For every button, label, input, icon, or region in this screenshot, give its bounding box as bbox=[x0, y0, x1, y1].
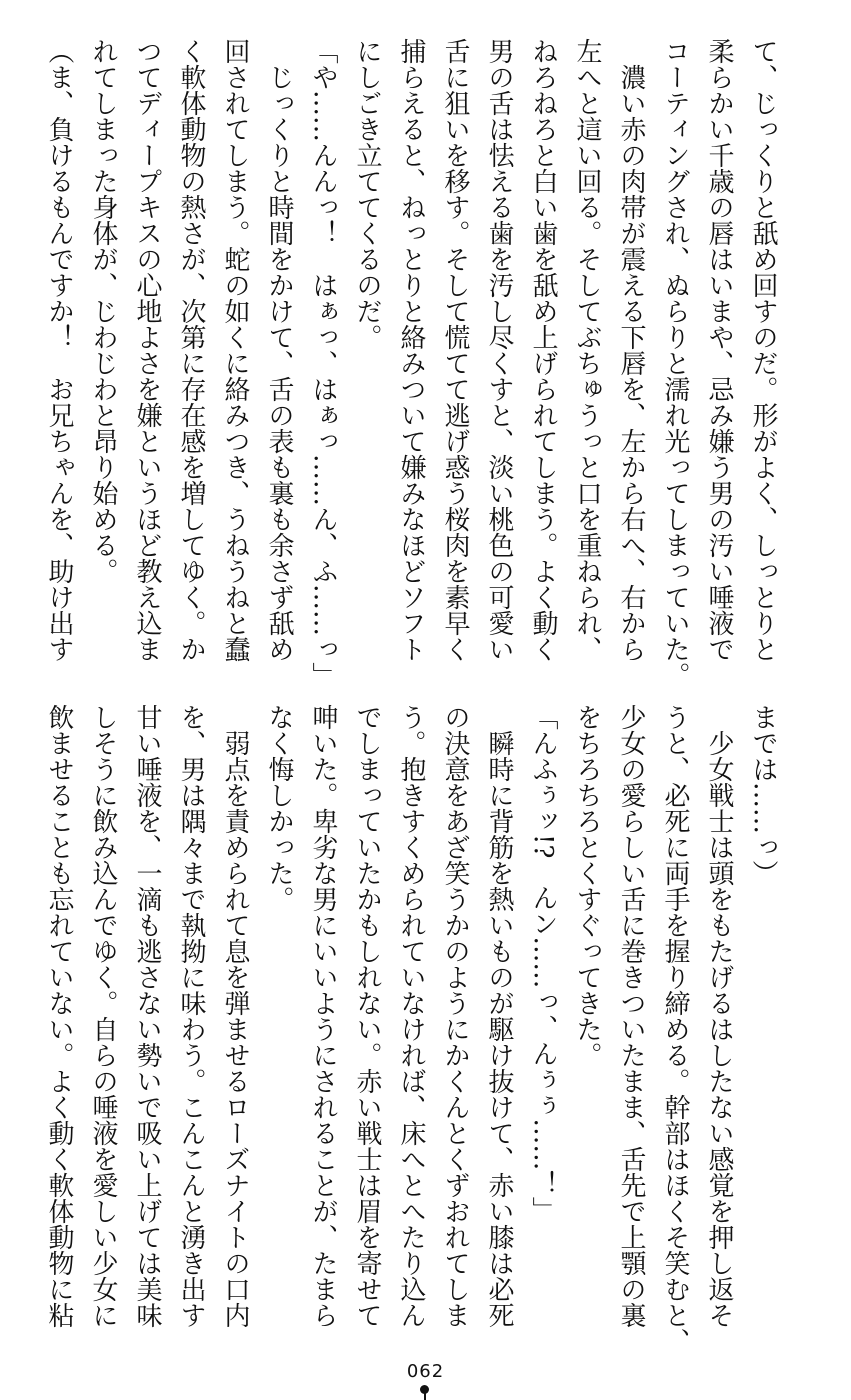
text-column: をちろちろとくすぐってきた。 bbox=[572, 704, 602, 1068]
text-column: 少女戦士は頭をもたげるはしたない感覚を押し返そ bbox=[704, 704, 734, 1328]
text-column: 甘い唾液を、一滴も逃さない勢いで吸い上げては美味 bbox=[132, 704, 162, 1328]
text-column: 飲ませることも忘れていない。よく動く軟体動物に粘 bbox=[44, 704, 74, 1328]
text-column: しそうに飲み込んでゆく。自らの唾液を愛しい少女に bbox=[88, 704, 118, 1328]
text-column: 「や……んんっ！ はぁっ、はぁっ……ん、ふ……っ」 bbox=[308, 38, 338, 688]
text-column: 弱点を責められて息を弾ませるローズナイトの口内 bbox=[220, 704, 250, 1328]
text-column: 少女の愛らしい舌に巻きついたまま、舌先で上顎の裏 bbox=[616, 704, 646, 1328]
page-number: 062 bbox=[406, 1361, 445, 1382]
text-column: 柔らかい千歳の唇はいまや、忌み嫌う男の汚い唾液で bbox=[704, 38, 734, 662]
text-column: 濃い赤の肉帯が震える下唇を、左から右へ、右から bbox=[616, 38, 646, 662]
upper-text-block bbox=[37, 38, 785, 694]
text-column: 「んふぅッ!? んン……っ、んぅぅ……！」 bbox=[528, 704, 558, 1223]
text-column: コーティングされ、ぬらりと濡れ光ってしまっていた。 bbox=[660, 38, 690, 688]
text-column: にしごき立ててくるのだ。 bbox=[352, 38, 382, 350]
text-column: 舌に狙いを移す。そして慌てて逃げ惑う桜肉を素早く bbox=[440, 38, 470, 662]
text-column: なく悔しかった。 bbox=[264, 704, 294, 912]
text-column: 男の舌は怯える歯を汚し尽くすと、淡い桃色の可愛い bbox=[484, 38, 514, 662]
text-column: でしまっていたかもしれない。赤い戦士は眉を寄せて bbox=[352, 704, 382, 1328]
text-column: 左へと這い回る。そしてぶちゅうっと口を重ねられ、 bbox=[572, 38, 602, 662]
text-column: れてしまった身体が、じわじわと昂り始める。 bbox=[88, 38, 118, 584]
text-column: 捕らえると、ねっとりと絡みついて嫌みなほどソフト bbox=[396, 38, 426, 662]
lower-text-block bbox=[37, 704, 785, 1360]
text-column: く軟体動物の熱さが、次第に存在感を増してゆく。か bbox=[176, 38, 206, 662]
text-column: じっくりと時間をかけて、舌の表も裏も余さず舐め bbox=[264, 38, 294, 662]
text-column: 回されてしまう。蛇の如くに絡みつき、うねうねと蠢 bbox=[220, 38, 250, 662]
text-column: の決意をあざ笑うかのようにかくんとくずおれてしま bbox=[440, 704, 470, 1328]
text-column: う。抱きすくめられていなければ、床へとへたり込ん bbox=[396, 704, 426, 1328]
page-marker-line bbox=[424, 1393, 426, 1400]
text-column: を、男は隅々まで執拗に味わう。こんこんと湧き出す bbox=[176, 704, 206, 1328]
text-column: 呻いた。卑劣な男にいいようにされることが、たまら bbox=[308, 704, 338, 1328]
text-column: 瞬時に背筋を熱いものが駆け抜けて、赤い膝は必死 bbox=[484, 704, 514, 1328]
text-column: つてディープキスの心地よさを嫌というほど教え込ま bbox=[132, 38, 162, 662]
text-column: て、じっくりと舐め回すのだ。形がよく、しっとりと bbox=[748, 38, 778, 662]
text-column: ねろねろと白い歯を舐め上げられてしまう。よく動く bbox=[528, 38, 558, 662]
text-column: うと、必死に両手を握り締める。幹部はほくそ笑むと、 bbox=[660, 704, 690, 1354]
text-column: （ま、負けるもんですか！ お兄ちゃんを、助け出す bbox=[44, 38, 74, 662]
text-column: までは……っ） bbox=[748, 704, 778, 886]
